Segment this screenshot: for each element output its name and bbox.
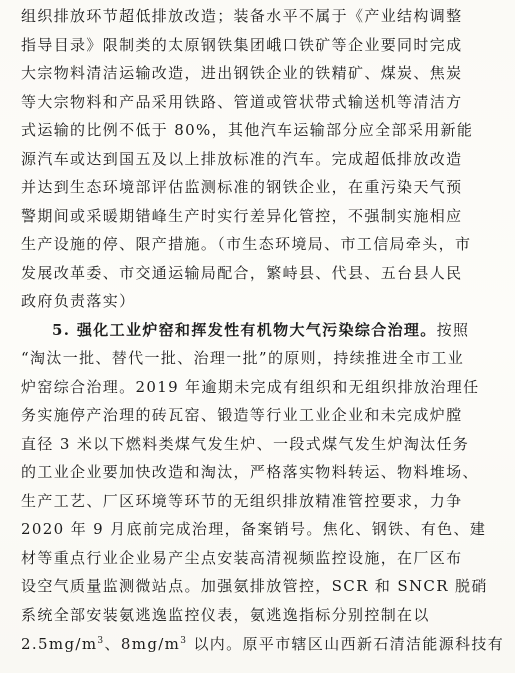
text-line: 政府负责落实） [21,292,136,310]
section-heading: 5. 强化工业炉窑和挥发性有机物大气污染综合治理。 [52,321,437,339]
separator: 、 [104,635,121,653]
text-line: 组织排放环节超低排放改造；装备水平不属于《产业结构调整 [21,7,463,25]
section-heading-tail: 按照 [436,321,470,339]
unit-exponent: 3 [180,636,188,646]
text-line: 务实施停产治理的砖瓦窑、锻造等行业工业企业和未完成炉膛 [21,406,463,424]
text-line: 源汽车或达到国五及以上排放标准的汽车。完成超低排放改造 [21,150,463,168]
text-line: 生产设施的停、限产措施。（市生态环境局、市工信局牵头，市 [21,235,472,253]
text-line: 大宗物料清洁运输改造，进出钢铁企业的铁精矿、煤炭、焦炭 [21,64,463,82]
text-line: 警期间或采暖期错峰生产时实行差异化管控，不强制实施相应 [21,207,463,225]
text-line: “淘汰一批、替代一批、治理一批”的原则，持续推进全市工业 [21,349,465,367]
text-line: 式运输的比例不低于 80%，其他汽车运输部分应全部采用新能 [21,121,474,139]
text-line: 直径 3 米以下燃料类煤气发生炉、一段式煤气发生炉淘汰任务 [21,435,470,453]
text-line: 2020 年 9 月底前完成治理，备案销号。焦化、钢铁、有色、建 [21,520,487,538]
section-heading-line [52,320,495,340]
limit-value-2: 8mg/m [120,635,181,653]
limit-value-1: 2.5mg/m [21,635,98,653]
text-line: 设空气质量监测微站点。加强氨排放管控，SCR 和 SNCR 脱硝 [21,577,488,595]
line-tail: 以内。原平市辖区山西新石清洁能源科技有 [187,635,505,653]
text-line: 发展改革委、市交通运输局配合，繁峙县、代县、五台县人民 [21,264,463,282]
unit-exponent: 3 [97,636,105,646]
text-line: 等大宗物料和产品采用铁路、管道或管状带式输送机等清洁方 [21,93,463,111]
text-line: 的工业企业要加快改造和淘汰，严格落实物料转运、物料堆场、 [21,463,479,481]
text-line: 生产工艺、厂区环境等环节的无组织排放精准管控要求，力争 [21,492,463,510]
text-line-with-units [21,634,505,654]
text-line: 材等重点行业企业易产尘点安装高清视频监控设施，在厂区布 [21,549,463,567]
text-line: 炉窑综合治理。2019 年逾期未完成有组织和无组织排放治理任 [21,378,480,396]
text-line: 指导目录》限制类的太原钢铁集团峨口铁矿等企业要同时完成 [21,36,463,54]
text-line: 系统全部安装氨逃逸监控仪表，氨逃逸指标分别控制在以 [21,606,430,624]
text-line: 并达到生态环境部评估监测标准的钢铁企业，在重污染天气预 [21,178,463,196]
